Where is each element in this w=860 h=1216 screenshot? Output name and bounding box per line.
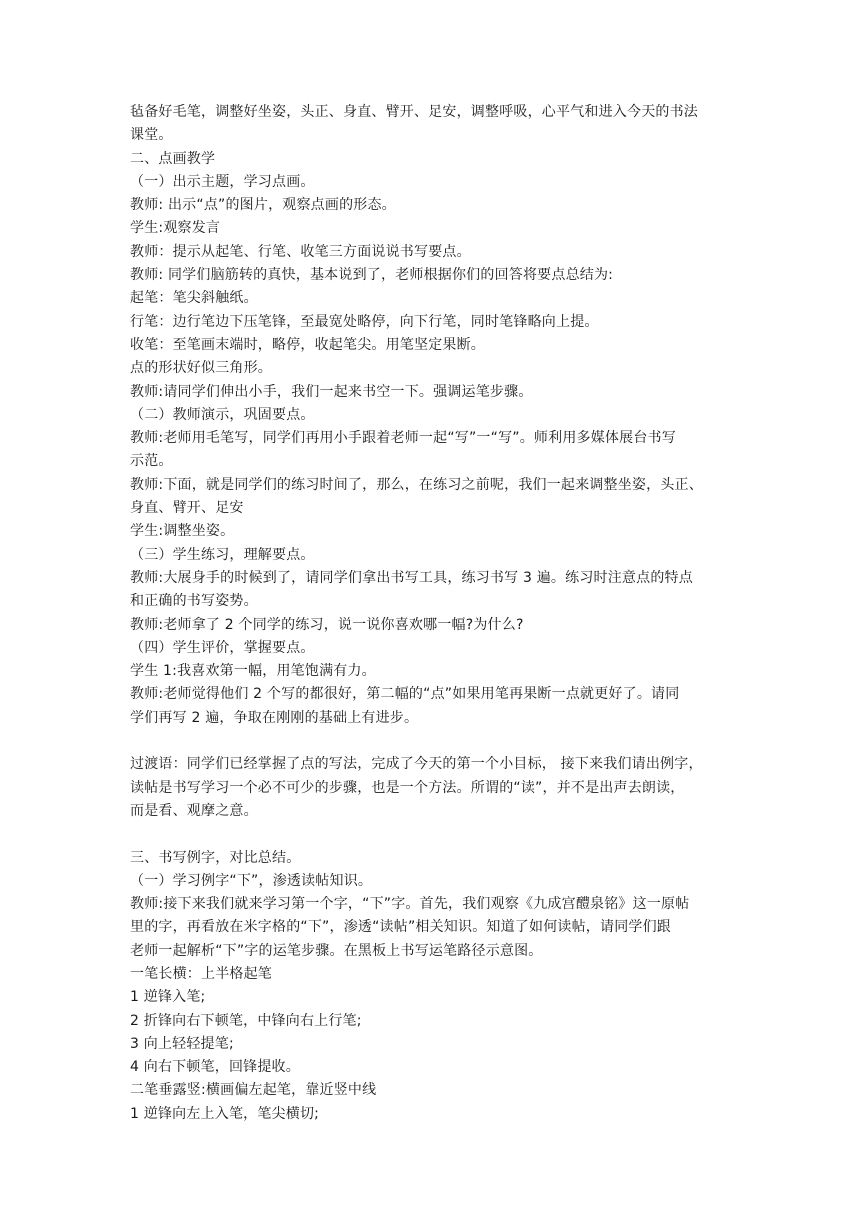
text-line: 里的字，再看放在米字格的“下”，渗透“读帖”相关知识。知道了如何读帖，请同学们跟 <box>130 919 672 936</box>
list-item: 4 向右下顿笔，回锋提收。 <box>130 1059 300 1076</box>
subsection-heading: （四）学生评价，掌握要点。 <box>130 639 315 656</box>
section-heading: 二、点画教学 <box>130 150 216 167</box>
subsection-heading: （一）学习例字“下”，渗透读帖知识。 <box>130 872 373 889</box>
list-item: 1 逆锋向左上入笔，笔尖横切; <box>130 1105 320 1122</box>
list-item: 1 逆锋入笔; <box>130 989 206 1006</box>
text-line: 教师:下面，就是同学们的练习时间了，那么，在练习之前呢，我们一起来调整坐姿，头正、 <box>130 476 703 493</box>
section-heading: 三、书写例字，对比总结。 <box>130 849 301 866</box>
text-line: 和正确的书写姿势。 <box>130 593 258 610</box>
text-line: 行笔：边行笔边下压笔锋，至最宽处略停，向下行笔，同时笔锋略向上提。 <box>130 313 599 330</box>
text-line: 老师一起解析“下”字的运笔步骤。在黑板上书写运笔路径示意图。 <box>130 942 543 959</box>
blank-line <box>130 823 732 846</box>
text-line: 教师:老师觉得他们 2 个写的都很好，第二幅的“点”如果用笔再果断一点就更好了。请同 <box>130 686 680 703</box>
text-line: 而是看、观摩之意。 <box>130 802 258 819</box>
text-line: 示范。 <box>130 453 173 470</box>
text-line: 收笔：至笔画末端时，略停，收起笔尖。用笔坚定果断。 <box>130 336 485 353</box>
text-line: 课堂。 <box>130 127 173 144</box>
subsection-heading: （三）学生练习，理解要点。 <box>130 546 315 563</box>
text-line: 教师:老师拿了 2 个同学的练习，说一说你喜欢哪一幅?为什么? <box>130 616 524 633</box>
text-line: 学生:调整坐姿。 <box>130 523 235 540</box>
text-line: 教师：提示从起笔、行笔、收笔三方面说说书写要点。 <box>130 243 471 260</box>
text-line: 读帖是书写学习一个必不可少的步骤，也是一个方法。所谓的“读”，并不是出声去朗读， <box>130 779 685 796</box>
text-line: 身直、臂开、足安 <box>130 500 244 517</box>
text-line: 学生:观察发言 <box>130 220 221 237</box>
text-line: 教师:接下来我们就来学习第一个字，“下”字。首先，我们观察《九成宫醴泉铭》这一原帖 <box>130 896 690 913</box>
text-line: 教师:大展身手的时候到了，请同学们拿出书写工具，练习书写 3 遍。练习时注意点的特点 <box>130 569 693 586</box>
subsection-heading: （二）教师演示，巩固要点。 <box>130 406 315 423</box>
text-line: 教师:请同学们伸出小手，我们一起来书空一下。强调运笔步骤。 <box>130 383 533 400</box>
text-line: 毡备好毛笔，调整好坐姿，头正、身直、臂开、足安，调整呼吸，心平气和进入今天的书法 <box>130 104 698 120</box>
text-line: 学们再写 2 遍，争取在刚刚的基础上有进步。 <box>130 709 419 726</box>
blank-line <box>130 730 732 753</box>
text-line: 教师: 出示“点”的图片，观察点画的形态。 <box>130 197 396 214</box>
text-line: 教师:老师用毛笔写，同学们再用小手跟着老师一起“写”一“写”。师利用多媒体展台书写 <box>130 430 676 447</box>
text-line: 点的形状好似三角形。 <box>130 360 272 377</box>
text-line: 二笔垂露竖:横画偏左起笔，靠近竖中线 <box>130 1082 377 1099</box>
text-line: 学生 1:我喜欢第一幅，用笔饱满有力。 <box>130 663 376 680</box>
text-line: 过渡语：同学们已经掌握了点的写法，完成了今天的第一个小目标， 接下来我们请出例字， <box>130 756 703 773</box>
list-item: 3 向上轻轻提笔; <box>130 1035 234 1052</box>
list-item: 2 折锋向右下顿笔，中锋向右上行笔; <box>130 1012 362 1029</box>
subsection-heading: （一）出示主题，学习点画。 <box>130 173 315 190</box>
text-line: 起笔：笔尖斜触纸。 <box>130 290 258 307</box>
text-line: 教师: 同学们脑筋转的真快，基本说到了，老师根据你们的回答将要点总结为: <box>130 267 614 284</box>
text-line: 一笔长横：上半格起笔 <box>130 965 272 982</box>
